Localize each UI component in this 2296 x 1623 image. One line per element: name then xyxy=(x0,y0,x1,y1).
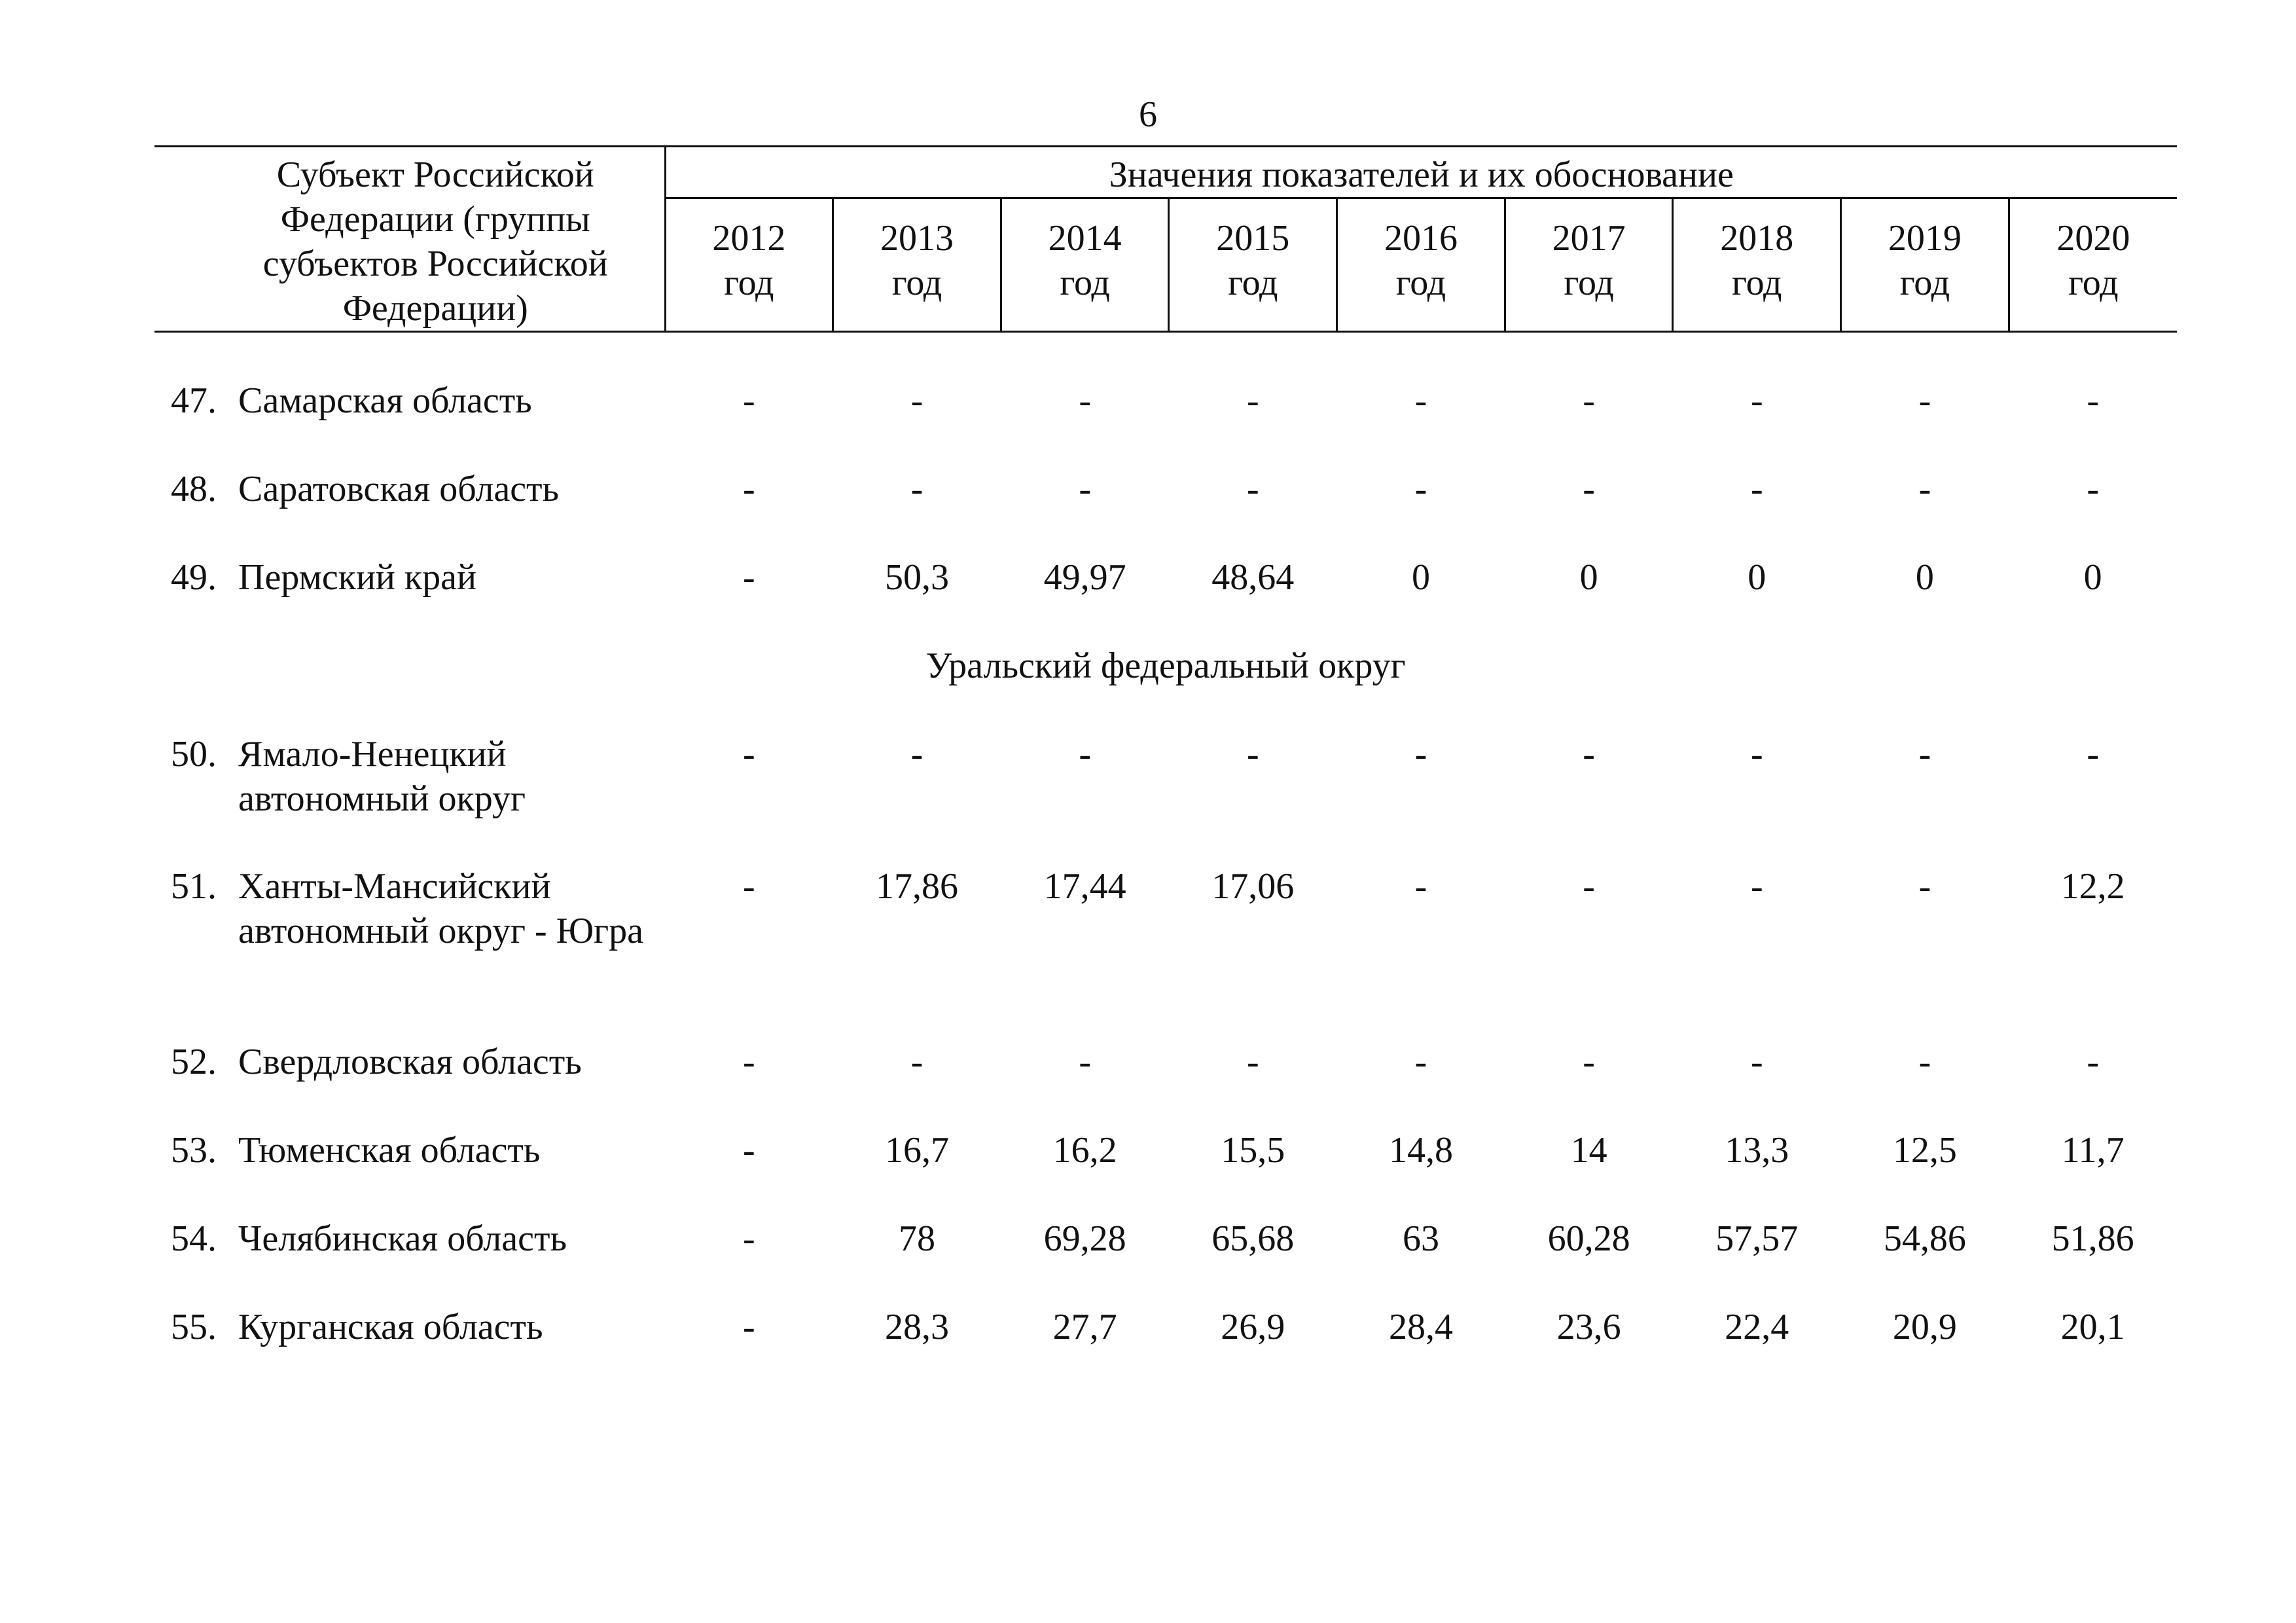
row-number: 51. xyxy=(171,866,217,907)
region-section xyxy=(154,644,2177,732)
subject-name: Пермский край xyxy=(238,557,476,598)
value-cell-2013: 17,86 xyxy=(875,866,958,907)
region-title: Уральский федеральный округ xyxy=(925,646,1406,686)
year-header-2015: 2015 год xyxy=(1169,198,1337,332)
value-cell-2016: - xyxy=(1414,734,1427,775)
value-cell-2016: 28,4 xyxy=(1388,1307,1453,1347)
value-cell-2015: 48,64 xyxy=(1211,557,1295,598)
subject-cell xyxy=(154,378,665,467)
row-number: 48. xyxy=(171,469,217,509)
value-cell-2013: 28,3 xyxy=(884,1307,949,1347)
value-cell-2012: - xyxy=(743,734,755,775)
value-cell-2018: - xyxy=(1750,380,1763,421)
table-row xyxy=(154,1040,2177,1128)
value-cell-2013: 16,7 xyxy=(884,1130,949,1171)
value-cell-2013: 78 xyxy=(898,1218,935,1259)
value-cell-2012: - xyxy=(743,1307,755,1347)
value-cell-2020: 51,86 xyxy=(2051,1218,2134,1259)
row-number: 49. xyxy=(171,557,217,598)
row-number: 55. xyxy=(171,1307,217,1347)
table-row xyxy=(154,864,2177,1040)
value-cell-2018: - xyxy=(1750,1042,1763,1082)
value-cell-2014: - xyxy=(1079,380,1091,421)
value-cell-2020: - xyxy=(2087,469,2099,509)
subject-cell xyxy=(154,1216,665,1305)
value-cell-2020: 20,1 xyxy=(2060,1307,2125,1347)
subject-column-header: Субъект Российской Федерации (группы субъектов Российской Федерации) xyxy=(154,147,665,332)
year-header-2014: 2014 год xyxy=(1001,198,1169,332)
row-number: 50. xyxy=(171,734,217,775)
row-number: 52. xyxy=(171,1042,217,1082)
table-row xyxy=(154,555,2177,644)
value-cell-2014: - xyxy=(1079,734,1091,775)
value-cell-2015: 15,5 xyxy=(1221,1130,1285,1171)
value-cell-2014: 17,44 xyxy=(1043,866,1126,907)
indicators-table xyxy=(154,145,2177,1393)
table-row xyxy=(154,1128,2177,1216)
subject-cell xyxy=(154,864,665,1040)
value-cell-2015: - xyxy=(1246,380,1259,421)
subject-name: Самарская область xyxy=(238,380,532,421)
subject-cell xyxy=(154,1305,665,1393)
value-cell-2017: 23,6 xyxy=(1556,1307,1621,1347)
table-row xyxy=(154,1305,2177,1393)
value-cell-2017: 14 xyxy=(1570,1130,1607,1171)
value-cell-2014: - xyxy=(1079,469,1091,509)
year-header-2018: 2018 год xyxy=(1673,198,1841,332)
values-column-header: Значения показателей и их обоснование xyxy=(665,147,2177,198)
value-cell-2015: 17,06 xyxy=(1211,866,1295,907)
value-cell-2017: 0 xyxy=(1579,557,1598,598)
table-row xyxy=(154,732,2177,864)
value-cell-2020: - xyxy=(2087,380,2099,421)
value-cell-2015: - xyxy=(1246,1042,1259,1082)
subject-cell xyxy=(154,732,665,864)
value-cell-2014: 16,2 xyxy=(1052,1130,1117,1171)
value-cell-2018: 13,3 xyxy=(1725,1130,1789,1171)
year-header-2012: 2012 год xyxy=(665,198,833,332)
year-header-2017: 2017 год xyxy=(1505,198,1673,332)
row-number: 54. xyxy=(171,1218,217,1259)
subject-cell xyxy=(154,1128,665,1216)
value-cell-2019: 20,9 xyxy=(1892,1307,1957,1347)
value-cell-2020: 12,2 xyxy=(2060,866,2125,907)
year-header-2013: 2013 год xyxy=(833,198,1001,332)
value-cell-2012: - xyxy=(743,380,755,421)
year-header-2019: 2019 год xyxy=(1841,198,2009,332)
value-cell-2018: 22,4 xyxy=(1725,1307,1789,1347)
value-cell-2017: - xyxy=(1583,866,1595,907)
subject-cell xyxy=(154,1040,665,1128)
subject-cell xyxy=(154,555,665,644)
value-cell-2013: - xyxy=(910,380,924,421)
table-row xyxy=(154,378,2177,467)
value-cell-2019: 0 xyxy=(1915,557,1934,598)
table-row xyxy=(154,1216,2177,1305)
value-cell-2012: - xyxy=(743,1042,755,1082)
subject-name: Саратовская область xyxy=(238,469,560,509)
value-cell-2018: - xyxy=(1750,734,1763,775)
value-cell-2012: - xyxy=(743,1218,755,1259)
value-cell-2018: - xyxy=(1750,866,1763,907)
value-cell-2019: 12,5 xyxy=(1892,1130,1957,1171)
value-cell-2015: 26,9 xyxy=(1221,1307,1285,1347)
value-cell-2013: 50,3 xyxy=(884,557,949,598)
value-cell-2020: 11,7 xyxy=(2061,1130,2125,1171)
value-cell-2012: - xyxy=(743,866,755,907)
year-header-2020: 2020 год xyxy=(2009,198,2177,332)
value-cell-2020: 0 xyxy=(2083,557,2102,598)
table-body-before xyxy=(154,332,2177,644)
row-number: 47. xyxy=(171,380,217,421)
value-cell-2016: - xyxy=(1414,1042,1427,1082)
year-header-2016: 2016 год xyxy=(1337,198,1505,332)
table-body-after xyxy=(154,732,2177,1393)
page-number: 6 xyxy=(1139,94,1157,135)
value-cell-2013: - xyxy=(910,734,924,775)
subject-name: Курганская область xyxy=(238,1307,543,1347)
value-cell-2016: - xyxy=(1414,866,1427,907)
value-cell-2013: - xyxy=(910,1042,924,1082)
value-cell-2013: - xyxy=(910,469,924,509)
value-cell-2020: - xyxy=(2087,1042,2099,1082)
value-cell-2016: 14,8 xyxy=(1388,1130,1453,1171)
value-cell-2017: - xyxy=(1583,1042,1595,1082)
value-cell-2016: 0 xyxy=(1411,557,1430,598)
value-cell-2014: - xyxy=(1079,1042,1091,1082)
value-cell-2020: - xyxy=(2087,734,2099,775)
value-cell-2014: 27,7 xyxy=(1052,1307,1117,1347)
value-cell-2016: - xyxy=(1414,469,1427,509)
value-cell-2019: - xyxy=(1918,469,1931,509)
value-cell-2019: - xyxy=(1918,866,1931,907)
value-cell-2019: - xyxy=(1918,380,1931,421)
table-header xyxy=(154,147,2177,332)
subject-name: Ханты-Мансийский автономный округ - Югра xyxy=(238,866,644,951)
subject-name: Тюменская область xyxy=(238,1130,541,1171)
subject-name: Свердловская область xyxy=(238,1042,582,1082)
value-cell-2012: - xyxy=(743,1130,755,1171)
subject-name: Челябинская область xyxy=(238,1218,567,1259)
value-cell-2016: - xyxy=(1414,380,1427,421)
value-cell-2017: - xyxy=(1583,469,1595,509)
value-cell-2018: 0 xyxy=(1748,557,1767,598)
value-cell-2015: 65,68 xyxy=(1211,1218,1295,1259)
row-number: 53. xyxy=(171,1130,217,1171)
value-cell-2015: - xyxy=(1246,469,1259,509)
table-row xyxy=(154,467,2177,555)
value-cell-2017: - xyxy=(1583,734,1595,775)
subject-cell xyxy=(154,467,665,555)
value-cell-2012: - xyxy=(743,557,755,598)
value-cell-2018: - xyxy=(1750,469,1763,509)
value-cell-2019: 54,86 xyxy=(1883,1218,1966,1259)
subject-name: Ямало-Ненецкий автономный округ xyxy=(238,734,526,819)
value-cell-2018: 57,57 xyxy=(1715,1218,1799,1259)
value-cell-2015: - xyxy=(1246,734,1259,775)
value-cell-2014: 69,28 xyxy=(1043,1218,1126,1259)
value-cell-2014: 49,97 xyxy=(1043,557,1126,598)
value-cell-2012: - xyxy=(743,469,755,509)
value-cell-2016: 63 xyxy=(1402,1218,1439,1259)
value-cell-2019: - xyxy=(1918,734,1931,775)
value-cell-2017: - xyxy=(1583,380,1595,421)
value-cell-2019: - xyxy=(1918,1042,1931,1082)
value-cell-2017: 60,28 xyxy=(1547,1218,1630,1259)
